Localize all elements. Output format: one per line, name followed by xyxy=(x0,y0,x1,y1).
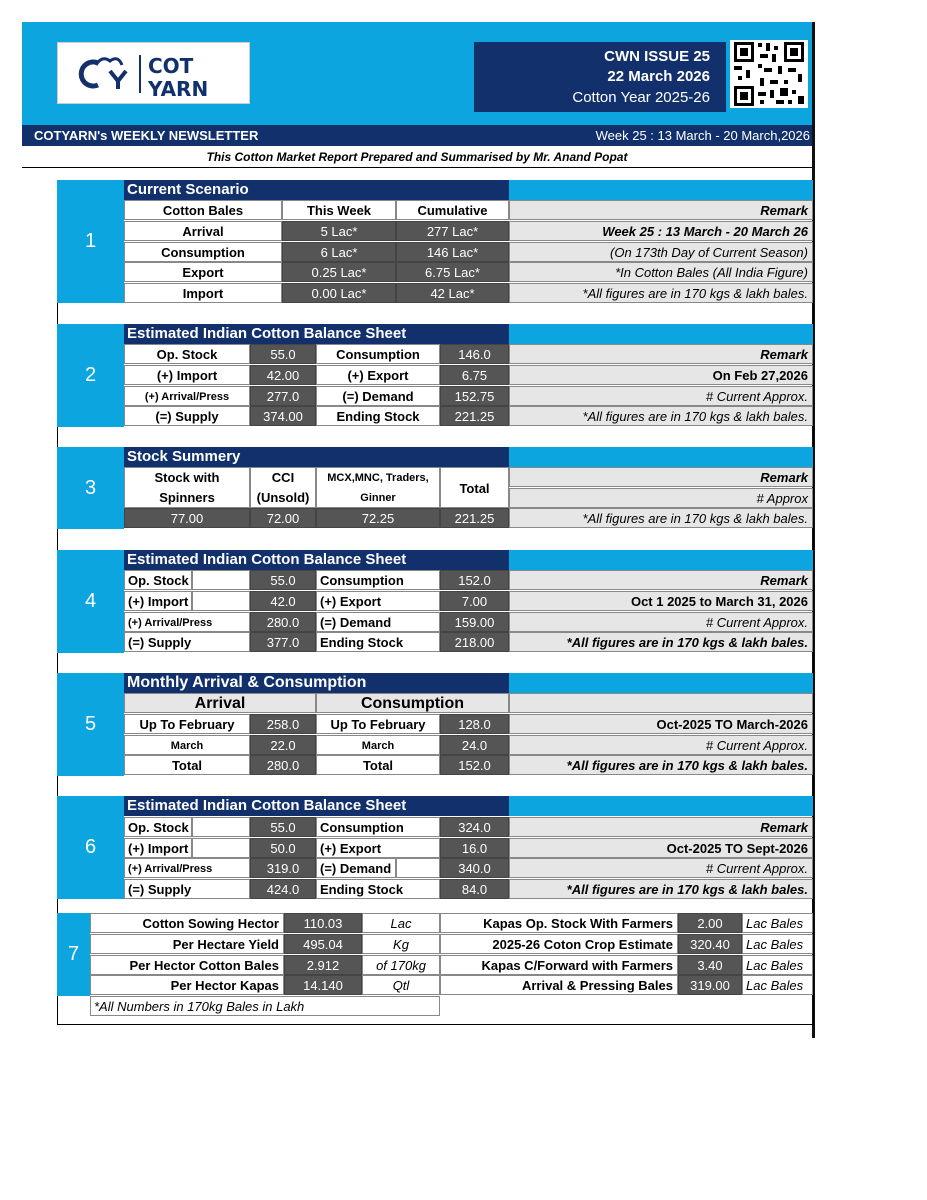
s5-label: Total xyxy=(124,755,250,775)
s5-header-arrival: Arrival xyxy=(124,693,316,713)
s4-value: 152.0 xyxy=(440,570,509,590)
section-5-banner xyxy=(509,673,813,693)
s7-unit: Kg xyxy=(362,934,440,954)
s6-value: 340.0 xyxy=(440,858,509,878)
s3-mcx-value: 72.25 xyxy=(316,508,440,528)
s7-label: Kapas C/Forward with Farmers xyxy=(440,955,678,975)
s5-remark: *All figures are in 170 kgs & lakh bales. xyxy=(509,755,813,775)
qr-code-icon xyxy=(730,40,808,108)
section-1-number: 1 xyxy=(57,180,124,303)
s7-footnote: *All Numbers in 170kg Bales in Lakh xyxy=(90,996,440,1016)
s1-cumulative: 6.75 Lac* xyxy=(396,262,509,282)
s5-value: 24.0 xyxy=(440,735,509,755)
s2-label: Consumption xyxy=(316,344,440,364)
s4-value: 55.0 xyxy=(250,570,316,590)
s2-remark: On Feb 27,2026 xyxy=(509,365,813,385)
s2-remark: Remark xyxy=(509,344,813,364)
s2-value: 146.0 xyxy=(440,344,509,364)
s7-value: 320.40 xyxy=(678,934,742,954)
s1-label: Export xyxy=(124,262,282,282)
section-3-banner xyxy=(509,447,813,467)
section-4-number: 4 xyxy=(57,550,124,653)
s1-header-week: This Week xyxy=(282,200,396,220)
s4-label: (=) Demand xyxy=(316,612,440,632)
s1-header-cumulative: Cumulative xyxy=(396,200,509,220)
s5-remark: Oct-2025 TO March-2026 xyxy=(509,714,813,734)
s1-header-bales: Cotton Bales xyxy=(124,200,282,220)
s1-cumulative: 42 Lac* xyxy=(396,283,509,303)
s1-week: 5 Lac* xyxy=(282,221,396,241)
s3-header-total: Total xyxy=(440,467,509,508)
s4-spacer xyxy=(192,570,250,590)
week-range: Week 25 : 13 March - 20 March,2026 xyxy=(595,128,810,143)
s6-label: (+) Arrival/Press xyxy=(124,858,250,878)
s1-remark: (On 173th Day of Current Season) xyxy=(509,242,813,262)
s3-spinners-value: 77.00 xyxy=(124,508,250,528)
s5-value: 152.0 xyxy=(440,755,509,775)
section-3-number: 3 xyxy=(57,447,124,529)
s5-header-consumption: Consumption xyxy=(316,693,509,713)
section-5-number: 5 xyxy=(57,673,124,776)
s7-label: Kapas Op. Stock With Farmers xyxy=(440,913,678,933)
s4-value: 280.0 xyxy=(250,612,316,632)
s1-remark: *In Cotton Bales (All India Figure) xyxy=(509,262,813,282)
s6-remark: Remark xyxy=(509,817,813,837)
s1-cumulative: 277 Lac* xyxy=(396,221,509,241)
byline: This Cotton Market Report Prepared and Summarised by Mr. Anand Popat xyxy=(22,147,812,168)
section-4-title: Estimated Indian Cotton Balance Sheet xyxy=(124,550,509,570)
issue-box xyxy=(474,42,726,112)
s5-value: 128.0 xyxy=(440,714,509,734)
s7-label: 2025-26 Coton Crop Estimate xyxy=(440,934,678,954)
s2-label: (+) Arrival/Press xyxy=(124,386,250,406)
s1-week: 0.00 Lac* xyxy=(282,283,396,303)
s4-spacer xyxy=(192,591,250,611)
s1-remark: *All figures are in 170 kgs & lakh bales. xyxy=(509,283,813,303)
s4-remark: Oct 1 2025 to March 31, 2026 xyxy=(509,591,813,611)
s5-label: Up To February xyxy=(316,714,440,734)
section-2-banner xyxy=(509,324,813,344)
s3-header-spinners: Stock with Spinners xyxy=(124,467,250,508)
s7-unit: Lac Bales xyxy=(742,975,813,995)
s4-value: 7.00 xyxy=(440,591,509,611)
s4-value: 159.00 xyxy=(440,612,509,632)
s1-label: Import xyxy=(124,283,282,303)
s7-value: 3.40 xyxy=(678,955,742,975)
s6-label: (+) Export xyxy=(316,838,440,858)
section-6-number: 6 xyxy=(57,796,124,899)
s4-label: (+) Import xyxy=(124,591,192,611)
s2-label: Op. Stock xyxy=(124,344,250,364)
s1-remark: Week 25 : 13 March - 20 March 26 xyxy=(509,221,813,241)
section-3-title: Stock Summery xyxy=(124,447,509,467)
svg-text:COT: COT xyxy=(148,54,194,78)
s2-value: 221.25 xyxy=(440,406,509,426)
s4-label: Consumption xyxy=(316,570,440,590)
cotton-year: Cotton Year 2025-26 xyxy=(572,89,710,106)
s7-value: 319.00 xyxy=(678,975,742,995)
s2-label: (=) Demand xyxy=(316,386,440,406)
s2-value: 152.75 xyxy=(440,386,509,406)
s6-value: 84.0 xyxy=(440,879,509,899)
issue-number: CWN ISSUE 25 xyxy=(604,48,710,65)
s5-remark-empty xyxy=(509,693,813,713)
s6-spacer xyxy=(192,838,250,858)
section-2-title: Estimated Indian Cotton Balance Sheet xyxy=(124,324,509,344)
s2-value: 42.00 xyxy=(250,365,316,385)
s3-header-cci: CCI (Unsold) xyxy=(250,467,316,508)
s4-label: (+) Export xyxy=(316,591,440,611)
section-4-banner xyxy=(509,550,813,570)
s7-value: 495.04 xyxy=(284,934,362,954)
s7-value: 2.912 xyxy=(284,955,362,975)
svg-text:YARN: YARN xyxy=(148,77,209,101)
s4-remark: # Current Approx. xyxy=(509,612,813,632)
s3-remark: Remark xyxy=(509,467,813,487)
cotyarn-logo xyxy=(57,42,250,104)
s2-label: (+) Import xyxy=(124,365,250,385)
s5-remark: # Current Approx. xyxy=(509,735,813,755)
s4-remark: Remark xyxy=(509,570,813,590)
s5-label: Total xyxy=(316,755,440,775)
section-6-banner xyxy=(509,796,813,816)
s4-value: 42.0 xyxy=(250,591,316,611)
s4-remark: *All figures are in 170 kgs & lakh bales. xyxy=(509,632,813,652)
s2-value: 55.0 xyxy=(250,344,316,364)
section-2-number: 2 xyxy=(57,324,124,427)
s2-value: 6.75 xyxy=(440,365,509,385)
s1-week: 0.25 Lac* xyxy=(282,262,396,282)
s7-unit: Lac Bales xyxy=(742,913,813,933)
s5-value: 280.0 xyxy=(250,755,316,775)
section-1-title: Current Scenario xyxy=(124,180,509,200)
s1-cumulative: 146 Lac* xyxy=(396,242,509,262)
s7-label: Per Hector Kapas xyxy=(90,975,284,995)
s1-label: Consumption xyxy=(124,242,282,262)
s6-value: 324.0 xyxy=(440,817,509,837)
s4-label: (+) Arrival/Press xyxy=(124,612,250,632)
s7-unit: Lac Bales xyxy=(742,955,813,975)
issue-date: 22 March 2026 xyxy=(607,68,710,85)
s2-remark: # Current Approx. xyxy=(509,386,813,406)
s5-label: March xyxy=(124,735,250,755)
section-7-number: 7 xyxy=(57,913,90,996)
s5-value: 258.0 xyxy=(250,714,316,734)
s7-value: 110.03 xyxy=(284,913,362,933)
s4-label: Op. Stock xyxy=(124,570,192,590)
s3-remark: *All figures are in 170 kgs & lakh bales. xyxy=(509,508,813,528)
newsletter-bar xyxy=(22,125,812,146)
s6-remark: *All figures are in 170 kgs & lakh bales. xyxy=(509,879,813,899)
s4-label: Ending Stock xyxy=(316,632,440,652)
s6-label: Consumption xyxy=(316,817,440,837)
s6-value: 16.0 xyxy=(440,838,509,858)
s7-unit: Lac xyxy=(362,913,440,933)
s1-week: 6 Lac* xyxy=(282,242,396,262)
section-5-title: Monthly Arrival & Consumption xyxy=(124,673,509,693)
s5-value: 22.0 xyxy=(250,735,316,755)
newsletter-title: COTYARN's WEEKLY NEWSLETTER xyxy=(34,128,259,143)
s2-label: Ending Stock xyxy=(316,406,440,426)
s6-label: (+) Import xyxy=(124,838,192,858)
s3-header-mcx: MCX,MNC, Traders, Ginner xyxy=(316,467,440,508)
s6-value: 50.0 xyxy=(250,838,316,858)
s6-value: 319.0 xyxy=(250,858,316,878)
s6-remark: Oct-2025 TO Sept-2026 xyxy=(509,838,813,858)
s5-label: March xyxy=(316,735,440,755)
s7-unit: Qtl xyxy=(362,975,440,995)
s6-value: 424.0 xyxy=(250,879,316,899)
s6-spacer xyxy=(192,817,250,837)
s6-value: 55.0 xyxy=(250,817,316,837)
s4-label: (=) Supply xyxy=(124,632,250,652)
s7-label: Per Hectare Yield xyxy=(90,934,284,954)
s7-label: Arrival & Pressing Bales xyxy=(440,975,678,995)
s6-label: (=) Supply xyxy=(124,879,250,899)
s2-label: (=) Supply xyxy=(124,406,250,426)
s6-label: Ending Stock xyxy=(316,879,440,899)
s2-value: 277.0 xyxy=(250,386,316,406)
s3-total-value: 221.25 xyxy=(440,508,509,528)
s6-spacer xyxy=(396,858,440,878)
s1-header-remark: Remark xyxy=(509,200,813,220)
s7-value: 14.140 xyxy=(284,975,362,995)
s7-unit: of 170kg xyxy=(362,955,440,975)
s1-label: Arrival xyxy=(124,221,282,241)
s6-label: Op. Stock xyxy=(124,817,192,837)
s4-value: 218.00 xyxy=(440,632,509,652)
s7-label: Cotton Sowing Hector xyxy=(90,913,284,933)
s2-label: (+) Export xyxy=(316,365,440,385)
s3-cci-value: 72.00 xyxy=(250,508,316,528)
s6-remark: # Current Approx. xyxy=(509,858,813,878)
s2-value: 374.00 xyxy=(250,406,316,426)
s7-unit: Lac Bales xyxy=(742,934,813,954)
s5-label: Up To February xyxy=(124,714,250,734)
s4-value: 377.0 xyxy=(250,632,316,652)
s3-remark: # Approx xyxy=(509,488,813,508)
s2-remark: *All figures are in 170 kgs & lakh bales. xyxy=(509,406,813,426)
section-6-title: Estimated Indian Cotton Balance Sheet xyxy=(124,796,509,816)
s7-value: 2.00 xyxy=(678,913,742,933)
s6-label: (=) Demand xyxy=(316,858,396,878)
section-1-banner xyxy=(509,180,813,200)
s7-label: Per Hector Cotton Bales xyxy=(90,955,284,975)
